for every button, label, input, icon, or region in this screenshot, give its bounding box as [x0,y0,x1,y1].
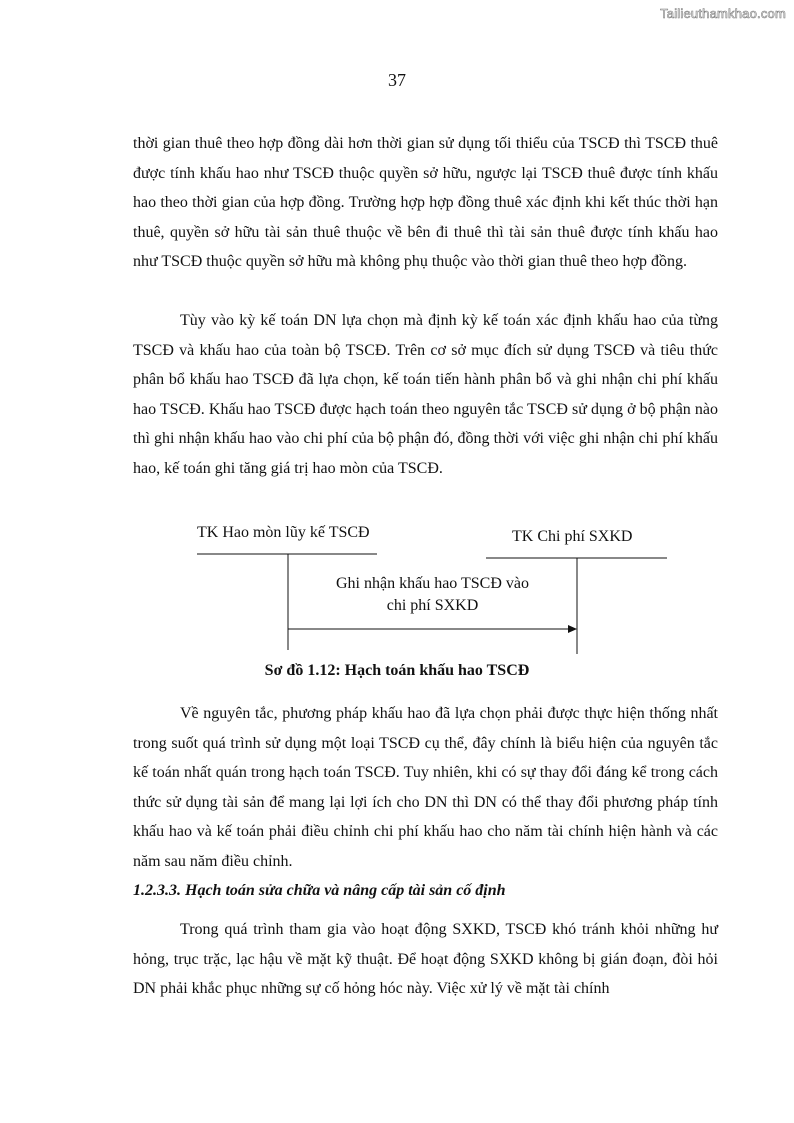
section-heading: 1.2.3.3. Hạch toán sửa chữa và nâng cấp tài sản cố định [133,882,506,899]
entry-description-line2: chi phí SXKD [386,597,479,614]
watermark: Tailieuthamkhao.com [660,6,786,21]
entry-arrow-head [568,625,577,633]
paragraph-3: Về nguyên tắc, phương pháp khấu hao đã lựa chọn phải được thực hiện thống nhất trong suốt quá trình sử dụng một loại TSCĐ cụ thể, đây chính là biểu hiện của nguyên tắc kế toán nhất quán trong hạch toán TSCĐ. Tuy nhiên, khi có sự thay đổi đáng kể trong cách thức sử dụng tài sản để mang lại lợi ích cho DN thì DN có thể thay đổi phương pháp tính khấu hao và kế toán phải điều chỉnh chi phí khấu hao cho năm tài chính hiện hành và các năm sau năm điều chỉnh. [133,705,718,870]
right-account-label: TK Chi phí SXKD [512,528,633,545]
page-number: 37 [388,70,406,90]
diagram-caption: Sơ đồ 1.12: Hạch toán khấu hao TSCĐ [264,662,530,679]
paragraph-1: thời gian thuê theo hợp đồng dài hơn thời gian sử dụng tối thiểu của TSCĐ thì TSCĐ thuê được tính khấu hao như TSCĐ thuộc quyền sở hữu, ngược lại TSCĐ thuê được tính khấu hao theo thời gian của hợp đồng. Trường hợp hợp đồng thuê xác định khi kết thúc thời hạn thuê, quyền sở hữu tài sản thuê thuộc về bên đi thuê thì tài sản thuê được tính khấu hao như TSCĐ thuộc quyền sở hữu mà không phụ thuộc vào thời gian thuê theo hợp đồng. [133,135,718,270]
entry-description [310,573,555,617]
entry-description-line1: Ghi nhận khấu hao TSCĐ vào [335,575,529,592]
left-account-label: TK Hao mòn lũy kế TSCĐ [197,524,370,541]
paragraph-4: Trong quá trình tham gia vào hoạt động SXKD, TSCĐ khó tránh khỏi những hư hỏng, trục trặc, lạc hậu về mặt kỹ thuật. Để hoạt động SXKD không bị gián đoạn, đòi hỏi DN phải khắc phục những sự cố hỏng hóc này. Việc xử lý về mặt tài chính [133,921,718,997]
paragraph-2: Tùy vào kỳ kế toán DN lựa chọn mà định kỳ kế toán xác định khấu hao của từng TSCĐ và khấu hao của toàn bộ TSCĐ. Trên cơ sở mục đích sử dụng TSCĐ và tiêu thức phân bổ khấu hao TSCĐ đã lựa chọn, kế toán tiến hành phân bổ và ghi nhận chi phí khấu hao TSCĐ. Khấu hao TSCĐ được hạch toán theo nguyên tắc TSCĐ sử dụng ở bộ phận nào thì ghi nhận khấu hao vào chi phí của bộ phận đó, đồng thời với việc ghi nhận chi phí khấu hao, kế toán ghi tăng giá trị hao mòn của TSCĐ. [133,312,718,477]
